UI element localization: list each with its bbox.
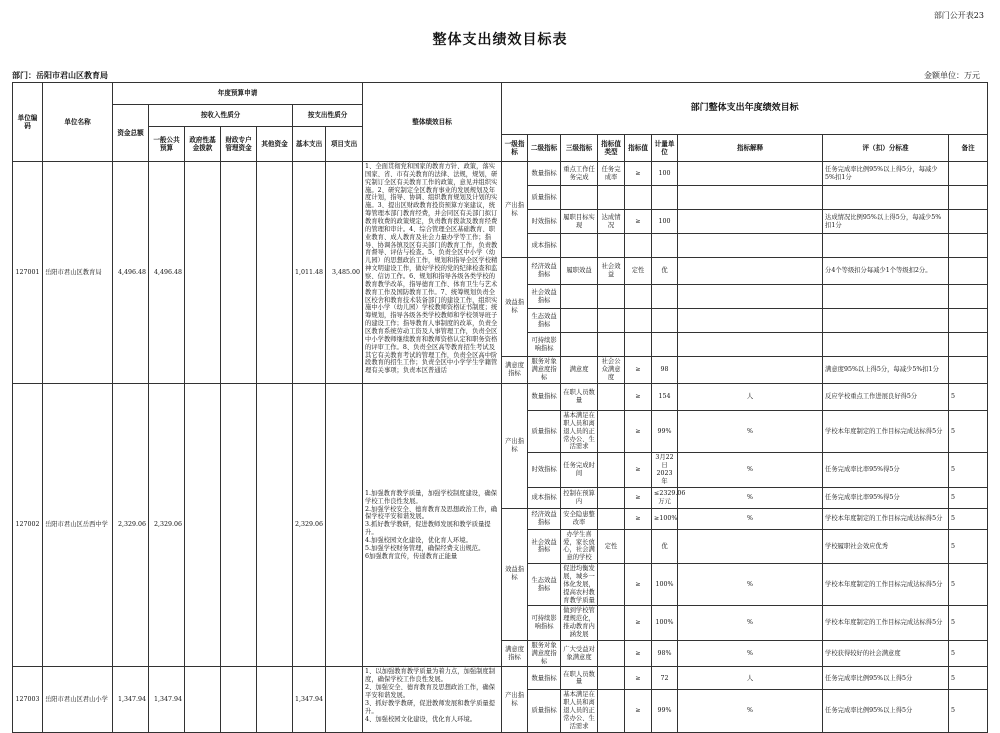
measure-unit: % [678,690,823,732]
other-fund [257,162,293,384]
indicator-explain: 达成情况比例95%以上得5分，每减少5%扣1分 [823,210,949,234]
col-unit-code: 单位编码 [13,83,43,162]
performance-table [12,82,988,733]
value-operator: ≥ [625,453,652,487]
col-value: 指标值 [625,135,652,162]
level2-indicator: 数量指标 [528,667,561,690]
other-fund [257,667,293,732]
col-value-type: 指标值类型 [598,135,625,162]
gov-fund [185,667,221,732]
performance-goal [363,384,502,667]
level3-indicator: 在职人员数量 [561,384,598,411]
level3-indicator: 满意度 [561,357,598,384]
level3-indicator: 做到学校管理规范化，推动教育内涵发展 [561,606,598,640]
measure-unit [678,285,823,309]
indicator-value: 100% [652,564,678,606]
indicator-value [652,285,678,309]
level2-indicator: 时效指标 [528,210,561,234]
col-other: 其他资金 [257,127,293,162]
project-expense [326,384,363,667]
level2-indicator: 社会效益指标 [528,529,561,563]
value-operator [625,234,652,258]
unit-name: 岳阳市君山区岳西中学 [43,384,113,667]
project-expense: 3,485.00 [326,162,363,384]
special-fund [221,162,257,384]
col-explain: 指标解释 [678,135,823,162]
level2-indicator: 质量指标 [528,690,561,732]
measure-unit: % [678,640,823,667]
level1-indicator: 满意度指标 [502,640,528,667]
measure-unit: % [678,487,823,508]
score-standard [949,162,988,186]
value-operator [625,333,652,357]
value-type [598,606,625,640]
score-standard: 5 [949,384,988,411]
indicator-explain: 学校本年度制定的工作目标完成达标得5分 [823,564,949,606]
level1-indicator: 产出指标 [502,162,528,258]
value-operator: ≥ [625,690,652,732]
score-standard: 5 [949,453,988,487]
measure-unit: % [678,508,823,529]
level3-indicator: 履职目标实现 [561,210,598,234]
value-type [598,234,625,258]
value-type [598,487,625,508]
level2-indicator: 服务对象满意度指标 [528,640,561,667]
score-standard: 5 [949,640,988,667]
indicator-explain: 学校获得较好的社会满意度 [823,640,949,667]
score-standard [949,258,988,285]
general-budget: 1,347.94 [149,667,185,732]
col-level3: 三级指标 [561,135,598,162]
table-header [13,83,988,162]
level3-indicator: 办学生喜爱，家长放心，社会满意的学校 [561,529,598,563]
indicator-explain: 学校履职社会效应优秀 [823,529,949,563]
value-operator: ≥ [625,411,652,453]
value-operator: ≥ [625,210,652,234]
level3-indicator: 控制在预算内 [561,487,598,508]
level2-indicator: 成本指标 [528,487,561,508]
measure-unit [678,529,823,563]
indicator-explain: 学校本年度制定的工作目标完成达标得5分 [823,411,949,453]
value-type [598,309,625,333]
indicator-value: 100% [652,606,678,640]
indicator-explain [823,333,949,357]
score-standard: 5 [949,508,988,529]
level2-indicator: 经济效益指标 [528,258,561,285]
col-measure: 计量单位 [652,135,678,162]
measure-unit: % [678,606,823,640]
score-standard [949,357,988,384]
level3-indicator [561,186,598,210]
indicator-value [652,234,678,258]
value-operator: ≥ [625,640,652,667]
score-standard [949,285,988,309]
score-standard [949,309,988,333]
level2-indicator: 质量指标 [528,411,561,453]
table-row [13,162,988,186]
value-operator [625,309,652,333]
measure-unit [678,186,823,210]
general-budget: 2,329.06 [149,384,185,667]
value-operator: 定性 [625,258,652,285]
value-operator [625,529,652,563]
measure-unit: 人 [678,667,823,690]
indicator-value: 72 [652,667,678,690]
col-general: 一般公共预算 [149,127,185,162]
col-total: 资金总额 [113,105,149,162]
indicator-value: ≤2329.06万元 [652,487,678,508]
score-standard [949,186,988,210]
indicator-explain: 学校本年度制定的工作目标完成达标得5分 [823,606,949,640]
indicator-explain [823,309,949,333]
col-basic: 基本支出 [293,127,326,162]
measure-unit: % [678,453,823,487]
level1-indicator: 效益指标 [502,508,528,640]
level3-indicator: 基本满足在职人员和离退人员的正常办公、生活需求 [561,690,598,732]
level1-indicator: 产出指标 [502,384,528,509]
col-unit-name: 单位名称 [43,83,113,162]
measure-unit [678,357,823,384]
special-fund [221,384,257,667]
measure-unit: % [678,564,823,606]
score-standard: 5 [949,529,988,563]
level2-indicator: 生态效益指标 [528,564,561,606]
indicator-value: 154 [652,384,678,411]
level1-indicator: 效益指标 [502,258,528,357]
level2-indicator: 时效指标 [528,453,561,487]
level3-indicator [561,234,598,258]
table-body [13,162,988,733]
indicator-explain: 任务完成率比例95%以上得5分，每减少5%扣1分 [823,162,949,186]
level2-indicator: 可持续影响指标 [528,333,561,357]
value-type [598,667,625,690]
col-project: 项目支出 [326,127,363,162]
indicator-value: ≥100% [652,508,678,529]
other-fund [257,384,293,667]
value-type [598,508,625,529]
level3-indicator: 在职人员数量 [561,667,598,690]
col-by-expense: 按支出性质分 [293,105,363,127]
level3-indicator: 履职效益 [561,258,598,285]
indicator-value: 优 [652,529,678,563]
measure-unit [678,162,823,186]
indicator-value: 98 [652,357,678,384]
indicator-value [652,186,678,210]
value-type [598,285,625,309]
indicator-value: 99% [652,690,678,732]
value-operator: ≥ [625,606,652,640]
basic-expense: 2,329.06 [293,384,326,667]
indicator-explain: 满意度95%以上得5分，每减少5%扣1分 [823,357,949,384]
indicator-explain: 学校本年度制定的工作目标完成达标得5分 [823,508,949,529]
value-type: 达成情况 [598,210,625,234]
col-note: 备注 [949,135,988,162]
col-dept-goal: 部门整体支出年度绩效目标 [502,83,988,135]
unit-name: 岳阳市君山区教育局 [43,162,113,384]
level2-indicator: 质量指标 [528,186,561,210]
value-operator: ≥ [625,564,652,606]
col-score: 评（扣）分标准 [823,135,949,162]
measure-unit [678,309,823,333]
score-standard: 5 [949,606,988,640]
col-budget-apply: 年度预算申请 [113,83,363,105]
value-operator: ≥ [625,384,652,411]
level2-indicator: 数量指标 [528,162,561,186]
basic-expense: 1,347.94 [293,667,326,732]
score-standard [949,234,988,258]
indicator-explain: 任务完成率比率95%得5分 [823,487,949,508]
score-standard [949,210,988,234]
total-amount: 4,496.48 [113,162,149,384]
value-operator: ≥ [625,162,652,186]
score-standard: 5 [949,411,988,453]
indicator-value: 99% [652,411,678,453]
indicator-explain: 分4个等级扣分每减少1个等级扣2分。 [823,258,949,285]
measure-unit [678,258,823,285]
col-perf-goal: 整体绩效目标 [363,83,502,162]
indicator-value: 3月22日2023年 [652,453,678,487]
indicator-explain [823,285,949,309]
level1-indicator: 满意度指标 [502,357,528,384]
indicator-value: 100 [652,210,678,234]
indicator-explain [823,186,949,210]
indicator-explain: 任务完成率比例95%以上得5分 [823,690,949,732]
measure-unit [678,234,823,258]
indicator-explain: 反应学校重点工作进展良好得5分 [823,384,949,411]
level3-indicator: 重点工作任务完成 [561,162,598,186]
level2-indicator: 社会效益指标 [528,285,561,309]
value-type: 任务完成率 [598,162,625,186]
unit-code: 127003 [13,667,43,732]
level3-indicator: 任务完成时间 [561,453,598,487]
score-standard: 5 [949,690,988,732]
col-level2: 二级指标 [528,135,561,162]
general-budget: 4,496.48 [149,162,185,384]
indicator-value: 98% [652,640,678,667]
total-amount: 1,347.94 [113,667,149,732]
col-by-income: 按收入性质分 [149,105,293,127]
level2-indicator: 服务对象满意度指标 [528,357,561,384]
project-expense [326,667,363,732]
indicator-explain: 任务完成率比率95%得5分 [823,453,949,487]
performance-goal-text: 1、以加强教育教学质量为着力点，加强制度制度，确保学校工作良性发展。 2、加强安全、德育教育及思想政治工作，确保平安和谐发展。 3、抓好教学教研，促进教师发展和教学质量提升。 4、加强校园文化建设，优化育人环境。 [365,668,495,723]
measure-unit: % [678,411,823,453]
score-standard [949,333,988,357]
amount-unit-label: 金额单位：万元 [924,71,980,80]
value-type [598,453,625,487]
measure-unit [678,333,823,357]
unit-code: 127002 [13,384,43,667]
value-operator: ≥ [625,667,652,690]
special-fund [221,667,257,732]
level1-indicator: 产出指标 [502,667,528,732]
table-row [13,384,988,411]
value-operator: ≥ [625,508,652,529]
indicator-value: 优 [652,258,678,285]
unit-name: 岳阳市君山区君山小学 [43,667,113,732]
indicator-explain: 任务完成率比例95%以上得5分 [823,667,949,690]
level2-indicator: 经济效益指标 [528,508,561,529]
level2-indicator: 成本指标 [528,234,561,258]
value-operator [625,285,652,309]
gov-fund [185,384,221,667]
col-special: 财政专户管理资金 [221,127,257,162]
measure-unit [678,210,823,234]
level3-indicator: 基本满足在职人员和离退人员的正常办公、生活需求 [561,411,598,453]
total-amount: 2,329.06 [113,384,149,667]
score-standard: 5 [949,667,988,690]
indicator-value [652,309,678,333]
value-type: 社会效益 [598,258,625,285]
value-type [598,640,625,667]
unit-code: 127001 [13,162,43,384]
level3-indicator [561,285,598,309]
performance-goal [363,667,502,732]
value-operator: ≥ [625,357,652,384]
measure-unit: 人 [678,384,823,411]
level3-indicator: 促进均衡发展，城乡一体化发展，提高农村教育教学质量 [561,564,598,606]
value-type: 定性 [598,529,625,563]
basic-expense: 1,011.48 [293,162,326,384]
col-gov-fund: 政府性基金拨款 [185,127,221,162]
gov-fund [185,162,221,384]
department-label: 部门：岳阳市君山区教育局 [12,70,108,80]
value-type [598,690,625,732]
level3-indicator: 安全隐患整改率 [561,508,598,529]
value-operator [625,186,652,210]
level2-indicator: 可持续影响指标 [528,606,561,640]
page-title: 整体支出绩效目标表 [432,32,568,48]
table-row [13,667,988,690]
level3-indicator [561,333,598,357]
level2-indicator: 数量指标 [528,384,561,411]
level3-indicator: 广大受益对象满意度 [561,640,598,667]
value-type: 社会公众满意度 [598,357,625,384]
indicator-value: 100 [652,162,678,186]
value-type [598,384,625,411]
performance-goal-text: 1、全面贯彻党和国家的教育方针、政策，落实国家、省、市有关教育的法律、法规，规划，研究制订全区有关教育工作的政策，意见并组织实施。2、研究制定全区教育事业的发展规划及年度计划，指导、协调、组织教育规划及计划的实施。3、提出区财政教育投资预算方案建议，统筹管理本部门教育经费，并会同区有关部门拟订教育收费的政策规定，负责教育拨款及教育经费的管理和审计。4、综合管理全区基础教育、职业教育、成人教育及社会力量办学等工作；指导、协调各镇及区有关部门的教育工作，负责教育督导、评估与检查。5、负责全区中小学（幼儿园）的思想政治工作，规划和指导全区学校精神文明建设工作，做好学校的党的纪律检查和监察、信访工作。6、规划和指导各级各类学校的教育教学改革，指导德育工作、体育卫生与艺术教育工作及国防教育工作。7、统筹规划负责全区校舍和教育技术装备部门的建设工作，组织实施中小学（幼儿园）学校教师资格证书制度；统筹规划，指导各级各类学校教师和学校领导班子的建设工作；指导教育人事制度的改革，负责全区教育系统劳动工资及人事管理工作，负责全区中小学教师继续教育和教师资格认定和职务资格的评审工作。8、负责全区高等教育招生考试及其它有关教育考试的管理工作，负责全区高中阶段教育的招生工作；负责全区中小学学生学籍管理有关事项；负责本区普通话 [365,163,498,375]
performance-goal-text: 1.加强教育教学质量，加强学校制度建设，确保学校工作良性发展。 2.加强学校安全、德育教育及思想政治工作，确保学校平安和谐发展。 3.抓好教学教研，促进教师发展和教学质量提升。 4.加强校园文化建设，优化育人环境。 5.加强学校财务管理，确保经费支出规范。 6加强教育宣传，传递教育正能量 [365,489,497,560]
value-type [598,333,625,357]
col-level1: 一级指标 [502,135,528,162]
score-standard: 5 [949,564,988,606]
page-code: 部门公开表23 [933,11,984,20]
level2-indicator: 生态效益指标 [528,309,561,333]
score-standard: 5 [949,487,988,508]
indicator-value [652,333,678,357]
value-operator: ≥ [625,487,652,508]
level3-indicator [561,309,598,333]
value-type [598,186,625,210]
value-type [598,411,625,453]
performance-goal [363,162,502,384]
value-type [598,564,625,606]
indicator-explain [823,234,949,258]
